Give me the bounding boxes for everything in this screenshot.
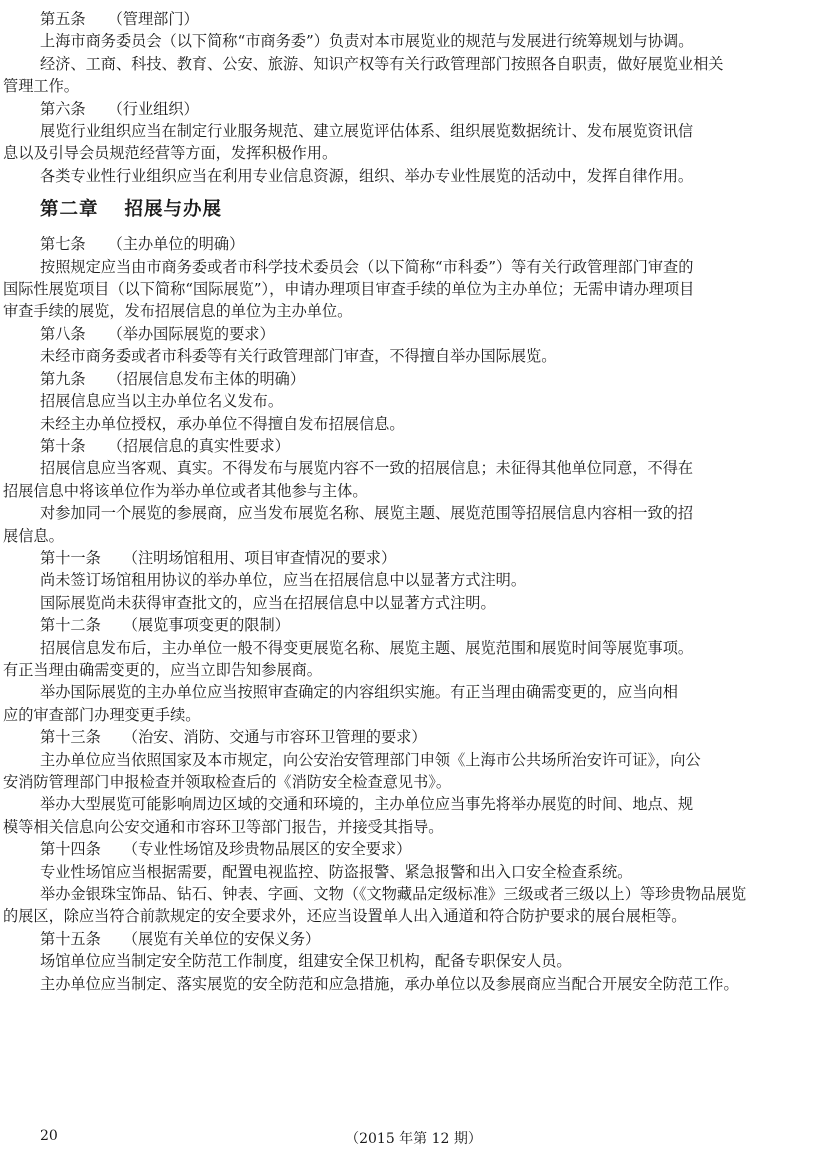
- article-heading: [40, 8, 812, 30]
- article-number: 第十二条: [40, 616, 101, 635]
- paragraph-line: 主办单位应当制定、落实展览的安全防范和应急措施，承办单位以及参展商应当配合开展安全防范工作。: [40, 974, 739, 993]
- paragraph-line: 场馆单位应当制定安全防范工作制度，组建安全保卫机构，配备专职保安人员。: [40, 952, 572, 971]
- paragraph-line: 招展信息应当以主办单位名义发布。: [40, 392, 283, 411]
- article-heading: [40, 547, 812, 569]
- paragraph-continuation: 审查手续的展览，发布招展信息的单位为主办单位。: [3, 302, 353, 321]
- paragraph-continuation: 的展区，除应当符合前款规定的安全要求外，还应当设置单人出入通道和符合防护要求的展台展柜等。: [3, 907, 687, 926]
- article-title: （专业性场馆及珍贵物品展区的安全要求）: [122, 840, 412, 859]
- article-heading: [40, 98, 812, 120]
- article-title: （举办国际展览的要求）: [107, 324, 275, 343]
- article-heading: [40, 726, 812, 748]
- article-number: 第九条: [40, 369, 86, 388]
- paragraph-continuation: 有正当理由确需变更的，应当立即告知参展商。: [3, 660, 322, 679]
- article-title: （招展信息的真实性要求）: [107, 436, 290, 455]
- paragraph-continuation: 模等相关信息向公安交通和市容环卫等部门报告，并接受其指导。: [3, 817, 444, 836]
- paragraph-line: 主办单位应当依照国家及本市规定，向公安治安管理部门申领《上海市公共场所治安许可证》，向公: [40, 750, 701, 769]
- paragraph-line: 招展信息应当客观、真实。不得发布与展览内容不一致的招展信息；未征得其他单位同意，不得在: [40, 459, 694, 478]
- article-title: （展览事项变更的限制）: [122, 616, 290, 635]
- paragraph-line: 国际展览尚未获得审查批文的，应当在招展信息中以显著方式注明。: [40, 593, 496, 612]
- page-footer: [0, 1128, 827, 1152]
- article-heading: [40, 928, 812, 950]
- article-heading: [40, 368, 812, 390]
- paragraph-line: 经济、工商、科技、教育、公安、旅游、知识产权等有关行政管理部门按照各自职责，做好展览业相关: [40, 54, 724, 73]
- article-number: 第十五条: [40, 929, 101, 948]
- paragraph-continuation: 息以及引导会员规范经营等方面，发挥积极作用。: [3, 144, 338, 163]
- paragraph-line: 未经市商务委或者市科委等有关行政管理部门审查，不得擅自举办国际展览。: [40, 347, 557, 366]
- paragraph-line: 上海市商务委员会（以下简称“市商务委”）负责对本市展览业的规范与发展进行统筹规划与协调。: [40, 32, 694, 51]
- paragraph-continuation: 国际性展览项目（以下简称“国际展览”），申请办理项目审查手续的单位为主办单位；无需申请办理项目: [3, 280, 695, 299]
- article-number: 第十一条: [40, 548, 101, 567]
- article-title: （主办单位的明确）: [107, 235, 245, 254]
- paragraph-continuation: 安消防管理部门申报检查并领取检查后的《消防安全检查意见书》。: [3, 773, 452, 791]
- paragraph-continuation: 管理工作。: [3, 77, 79, 96]
- chapter-title: 招展与办展: [124, 199, 223, 221]
- article-title: （展览有关单位的安保义务）: [122, 929, 321, 948]
- paragraph-line: 各类专业性行业组织应当在利用专业信息资源，组织、举办专业性展览的活动中，发挥自律作用。: [40, 166, 694, 185]
- paragraph-line: 专业性场馆应当根据需要，配置电视监控、防盗报警、紧急报警和出入口安全检查系统。: [40, 862, 633, 881]
- article-title: （治安、消防、交通与市容环卫管理的要求）: [122, 728, 427, 747]
- article-number: 第五条: [40, 10, 86, 28]
- paragraph-line: 举办国际展览的主办单位应当按照审查确定的内容组织实施。有正当理由确需变更的，应当向相: [40, 683, 678, 702]
- article-number: 第七条: [40, 235, 86, 254]
- page-number: 20: [40, 1128, 58, 1144]
- article-title: （注明场馆租用、项目审查情况的要求）: [122, 548, 397, 567]
- paragraph-continuation: 招展信息中将该单位作为举办单位或者其他参与主体。: [3, 481, 368, 500]
- chapter-number: 第二章: [40, 199, 99, 221]
- paragraph-line: 举办大型展览可能影响周边区域的交通和环境的，主办单位应当事先将举办展览的时间、地点、规: [40, 795, 694, 814]
- article-number: 第六条: [40, 99, 86, 118]
- article-heading: [40, 233, 812, 255]
- paragraph-line: 举办金银珠宝饰品、钻石、钟表、字画、文物（《文物藏品定级标准》三级或者三级以上）等珍贵物品展览: [40, 885, 747, 904]
- article-title: （招展信息发布主体的明确）: [107, 369, 305, 388]
- chapter-heading: [40, 195, 812, 225]
- article-number: 第八条: [40, 324, 86, 343]
- article-heading: [40, 435, 812, 457]
- paragraph-line: 未经主办单位授权，承办单位不得擅自发布招展信息。: [40, 414, 405, 433]
- paragraph-line: 尚未签订场馆租用协议的举办单位，应当在招展信息中以显著方式注明。: [40, 571, 526, 590]
- paragraph-continuation: 应的审查部门办理变更手续。: [3, 705, 201, 724]
- paragraph-line: 招展信息发布后，主办单位一般不得变更展览名称、展览主题、展览范围和展览时间等展览事项。: [40, 638, 694, 657]
- article-title: （管理部门）: [107, 10, 199, 28]
- document-body: [3, 8, 812, 995]
- article-number: 第十三条: [40, 728, 101, 747]
- paragraph-line: 按照规定应当由市商务委或者市科学技术委员会（以下简称“市科委”）等有关行政管理部门审查的: [40, 257, 694, 276]
- article-number: 第十四条: [40, 840, 101, 859]
- article-number: 第十条: [40, 436, 86, 455]
- paragraph-line: 展览行业组织应当在制定行业服务规范、建立展览评估体系、组织展览数据统计、发布展览资讯信: [40, 122, 694, 141]
- article-title: （行业组织）: [107, 99, 199, 118]
- paragraph-line: 对参加同一个展览的参展商，应当发布展览名称、展览主题、展览范围等招展信息内容相一致的招: [40, 504, 694, 523]
- article-heading: [40, 838, 812, 860]
- article-heading: [40, 614, 812, 636]
- issue-label: （2015 年第 12 期）: [345, 1131, 482, 1147]
- article-heading: [40, 323, 812, 345]
- paragraph-continuation: 展信息。: [3, 526, 64, 545]
